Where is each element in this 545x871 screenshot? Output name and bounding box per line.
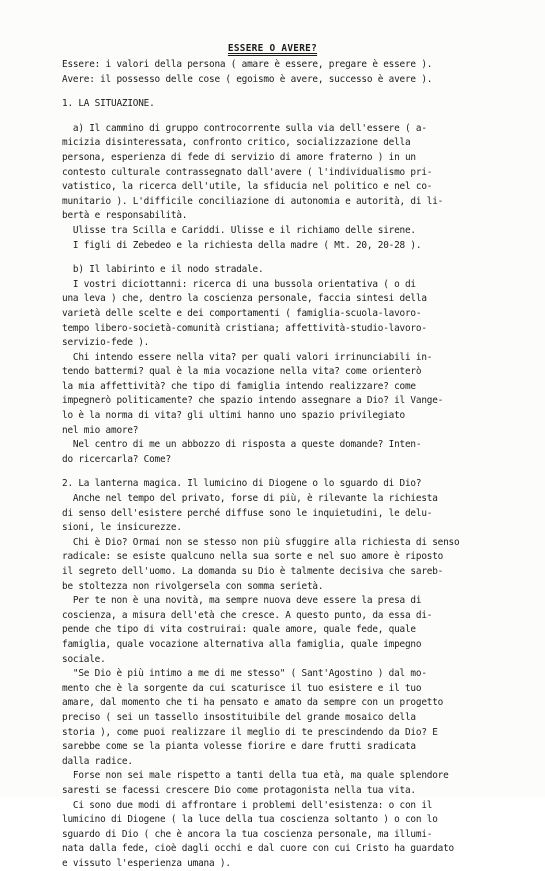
text-line: famiglia, quale vocazione alternativa alla famiglia, quale impegno xyxy=(62,638,422,650)
document-body xyxy=(62,58,532,871)
text-line: e vissuto l'esperienza umana ). xyxy=(62,857,231,869)
text-block xyxy=(62,477,532,871)
text-line: 2. La lanterna magica. Il lumicino di Diogene o lo sguardo di Dio? xyxy=(62,478,422,490)
text-line: Per te non è una novità, ma sempre nuova deve essere la presa di xyxy=(62,595,422,607)
text-line: persona, esperienza di fede di servizio di amore fraterno ) in un xyxy=(62,151,416,163)
text-line: impegnerò politicamente? che spazio intendo assegnare a Dio? il Vange- xyxy=(62,395,444,407)
text-line: tempo libero-società-comunità cristiana; affettività-studio-lavoro- xyxy=(62,322,427,334)
text-line: sioni, le insicurezze. xyxy=(62,522,182,534)
text-line: I figli di Zebedeo e la richiesta della madre ( Mt. 20, 20-28 ). xyxy=(62,239,422,251)
block-gap xyxy=(62,112,532,122)
text-line: micizia disinteressata, confronto critico, socializzazione della xyxy=(62,137,411,149)
text-line: Ulisse tra Scilla e Cariddi. Ulisse e il richiamo delle sirene. xyxy=(62,224,416,236)
text-line: bertà e responsabilità. xyxy=(62,210,188,222)
text-line: be stoltezza non rivolgersela con somma serietà. xyxy=(62,580,324,592)
text-line: I vostri diciottanni: ricerca di una bussola orientativa ( o di xyxy=(62,278,416,290)
text-line: servizio-fede ). xyxy=(62,337,150,349)
text-line: preciso ( sei un tassello insostituibile del grande mosaico della xyxy=(62,711,416,723)
text-line: la mia affettività? che tipo di famiglia intendo realizzare? come xyxy=(62,380,416,392)
text-line: b) Il labirinto e il nodo stradale. xyxy=(62,264,264,276)
text-line: Nel centro di me un abbozzo di risposta a queste domande? Inten- xyxy=(62,439,422,451)
document-title: ESSERE O AVERE? xyxy=(227,43,318,54)
text-line: munitario ). L'difficile conciliazione di autonomia e autorità, di li- xyxy=(62,195,444,207)
text-line: Chi intendo essere nella vita? per quali valori irrinunciabili in- xyxy=(62,351,433,363)
text-line: coscienza, a misura dell'età che cresce. A questo punto, da essa di- xyxy=(62,609,433,621)
text-block xyxy=(62,122,532,253)
text-line: Anche nel tempo del privato, forse di più, è rilevante la richiesta xyxy=(62,493,438,505)
text-line: mento che è la sorgente da cui scaturisce il tuo esistere e il tuo xyxy=(62,682,422,694)
text-line: "Se Dio è più intimo a me di me stesso" ( Sant'Agostino ) dal mo- xyxy=(62,668,427,680)
text-line: Ci sono due modi di affrontare i problemi dell'esistenza: o con il xyxy=(62,799,433,811)
text-line: amare, dal momento che ti ha pensato e amato da sempre con un progetto xyxy=(62,697,444,709)
text-line: lumicino di Diogene ( la luce della tua coscienza soltanto ) o con lo xyxy=(62,814,438,826)
text-line: pende che tipo di vita costruirai: quale amore, quale fede, quale xyxy=(62,624,416,636)
text-line: una leva ) che, dentro la coscienza personale, faccia sintesi della xyxy=(62,293,427,305)
text-line: Essere: i valori della persona ( amare è essere, pregare è essere ). xyxy=(62,59,433,70)
text-line: il segreto dell'uomo. La domanda su Dio è talmente decisiva che sareb- xyxy=(62,566,444,577)
text-line: vatistico, la ricerca dell'utile, la sfiducia nel politico e nel co- xyxy=(62,181,433,193)
text-line: tendo battermi? qual è la mia vocazione nella vita? come orienterò xyxy=(62,366,422,378)
block-gap xyxy=(62,87,532,97)
text-line: saresti se facessi crescere Dio come protagonista nella tua vita. xyxy=(62,784,416,796)
text-line: nel mio amore? xyxy=(62,424,139,436)
text-block xyxy=(62,58,532,87)
text-line: dalla radice. xyxy=(62,755,133,767)
text-line: varietà delle scelte e dei comportamenti ( famiglia-scuola-lavoro- xyxy=(62,307,422,319)
text-line: Chi è Dio? Ormai non se stesso non più sfuggire alla richiesta di senso xyxy=(62,536,460,548)
text-line: sociale. xyxy=(62,653,106,665)
text-line: do ricercarla? Come? xyxy=(62,453,171,465)
text-line: storia ), come puoi realizzare il meglio di te prescindendo da Dio? E xyxy=(62,726,438,738)
block-gap xyxy=(62,253,532,263)
text-line: sguardo di Dio ( che è ancora la tua coscienza personale, ma illumi- xyxy=(62,828,433,840)
text-line: Avere: il possesso delle cose ( egoismo è avere, successo è avere ). xyxy=(62,73,433,85)
text-line: nata dalla fede, cioè dagli occhi e dal cuore con cui Cristo ha guardato xyxy=(62,843,454,855)
text-line: a) Il cammino di gruppo controcorrente sulla via dell'essere ( a- xyxy=(62,122,427,134)
text-line: contesto culturale contrassegnato dall'avere ( l'individualismo pri- xyxy=(62,166,433,178)
block-gap xyxy=(62,467,532,477)
text-line: di senso dell'esistere perché diffuse sono le inquietudini, le delu- xyxy=(62,507,433,519)
text-block xyxy=(62,263,532,467)
text-line: Forse non sei male rispetto a tanti della tua età, ma quale splendore xyxy=(62,770,449,782)
text-block xyxy=(62,97,532,112)
text-line: lo è la norma di vita? gli ultimi hanno uno spazio privilegiato xyxy=(62,410,405,422)
text-line: 1. LA SITUAZIONE. xyxy=(62,98,155,110)
text-line: sarebbe come se la pianta volesse fiorire e dare frutti sradicata xyxy=(62,741,416,753)
text-line: radicale: se esiste qualcuno nella sua sorte e nel suo amore è riposto xyxy=(62,551,444,563)
